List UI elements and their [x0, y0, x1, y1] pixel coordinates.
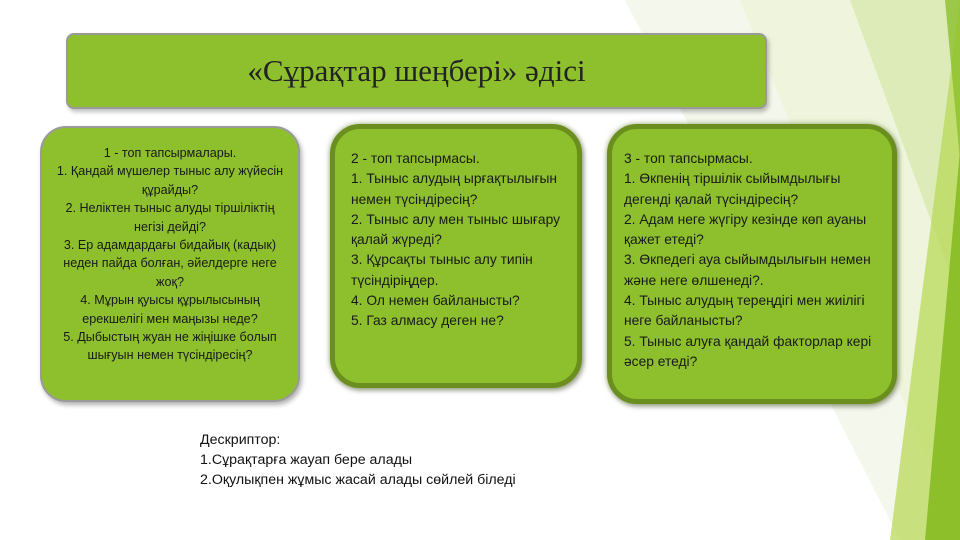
- card-line: 5. Дыбыстың жуан не жіңішке болып шығуын немен түсіндіресің?: [63, 330, 277, 363]
- card-line: 4. Мұрын қуысы құрылысының ерекшелігі мен маңызы неде?: [80, 293, 260, 326]
- card-line: 3. Ер адамдардағы бидайық (кадык) неден пайда болған, әйелдерге неге жоқ?: [63, 238, 277, 289]
- card-line: 4. Ол немен байланысты?: [351, 293, 520, 309]
- descriptor-item: 2.Оқулықпен жұмыс жасай алады сөйлей біледі: [200, 472, 516, 488]
- descriptor-block: [200, 430, 680, 490]
- group-2-task-card: [330, 124, 582, 388]
- card-line: 5. Газ алмасу деген не?: [351, 313, 504, 329]
- card-line: 3 - топ тапсырмасы.: [624, 151, 753, 166]
- card-line: 3. Өкпедегі ауа сыйымдылығын немен және неге өлшенеді?.: [624, 252, 871, 288]
- card-line: 1 - топ тапсырмалары.: [103, 146, 237, 160]
- card-line: 2. Адам неге жүгіру кезінде көп ауаны қажет етеді?: [624, 211, 867, 248]
- group-1-task-card: [40, 126, 300, 402]
- title-box: [66, 33, 767, 109]
- card-line: 1. Өкпенің тіршілік сыйымдылығы дегенді қалай түсіндіресің?: [624, 171, 841, 207]
- group-3-task-card: [607, 124, 897, 404]
- card-line: 2. Неліктен тыныс алуды тіршіліктің негізі дейді?: [65, 201, 275, 234]
- card-line: 4. Тыныс алудың тереңдігі мен жиілігі неге байланысты?: [624, 293, 865, 329]
- card-line: 5. Тыныс алуға қандай факторлар кері әсер етеді?: [624, 333, 872, 369]
- card-line: 1. Қандай мүшелер тыныс алу жүйесін құрайды?: [56, 164, 284, 197]
- card-line: 2 - топ тапсырмасы.: [351, 151, 480, 166]
- card-line: 2. Тыныс алу мен тыныс шығару қалай жүреді?: [351, 211, 561, 248]
- card-line: 1. Тыныс алудың ырғақтылығын немен түсіндіресің?: [351, 171, 558, 207]
- card-line: 3. Құрсақты тыныс алу типін түсіндіріңдер.: [351, 252, 533, 288]
- descriptor-heading: Дескриптор:: [200, 432, 281, 448]
- descriptor-item: 1.Сұрақтарға жауап бере алады: [200, 452, 413, 468]
- slide-title: «Сұрақтар шеңбері» әдісі: [247, 53, 586, 88]
